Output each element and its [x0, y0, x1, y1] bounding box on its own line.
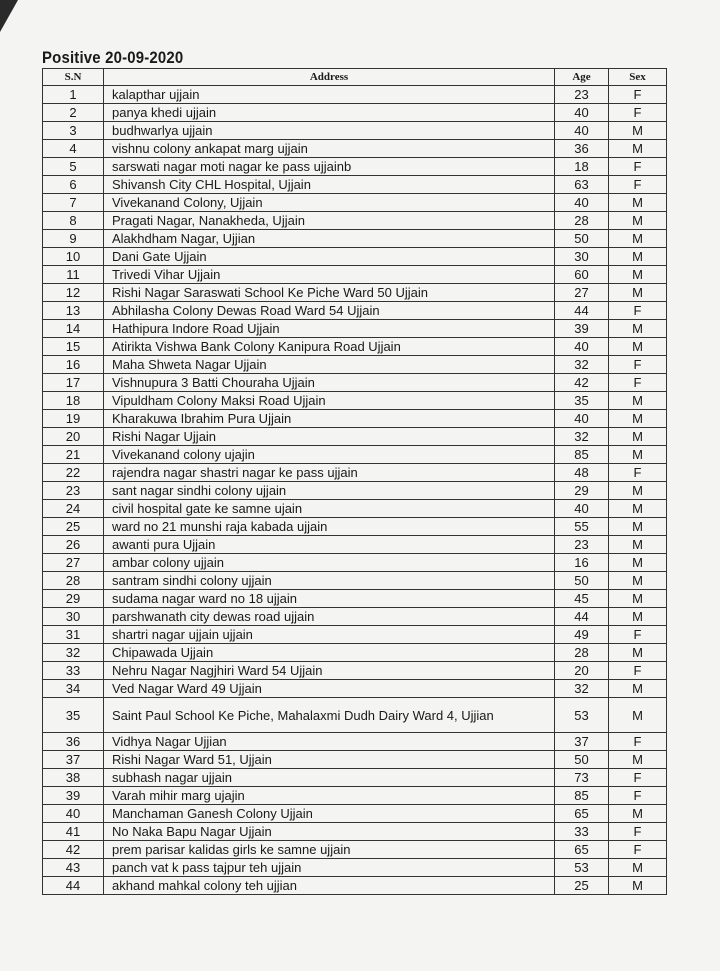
cell-sex: M — [609, 140, 667, 158]
cell-age: 29 — [555, 482, 609, 500]
cell-sn: 13 — [43, 302, 104, 320]
cell-address: Maha Shweta Nagar Ujjain — [104, 356, 555, 374]
cell-sex: M — [609, 805, 667, 823]
table-row — [43, 464, 667, 482]
cell-age: 40 — [555, 104, 609, 122]
cell-sex: F — [609, 374, 667, 392]
table-row — [43, 644, 667, 662]
page-corner-shadow — [0, 0, 18, 32]
table-row — [43, 536, 667, 554]
table-row — [43, 841, 667, 859]
cell-age: 65 — [555, 841, 609, 859]
cell-sex: M — [609, 284, 667, 302]
cell-sn: 7 — [43, 194, 104, 212]
cell-sn: 31 — [43, 626, 104, 644]
cell-sex: M — [609, 338, 667, 356]
cell-sex: F — [609, 464, 667, 482]
cell-sn: 43 — [43, 859, 104, 877]
cell-address: rajendra nagar shastri nagar ke pass ujjain — [104, 464, 555, 482]
cell-age: 55 — [555, 518, 609, 536]
cell-address: ambar colony ujjain — [104, 554, 555, 572]
cell-sn: 3 — [43, 122, 104, 140]
cell-sex: M — [609, 536, 667, 554]
cell-age: 25 — [555, 877, 609, 895]
table-row — [43, 787, 667, 805]
table-row — [43, 608, 667, 626]
cell-sex: M — [609, 644, 667, 662]
cell-address: subhash nagar ujjain — [104, 769, 555, 787]
cell-age: 32 — [555, 428, 609, 446]
cell-age: 50 — [555, 572, 609, 590]
cell-sex: F — [609, 104, 667, 122]
cell-age: 50 — [555, 751, 609, 769]
table-row — [43, 626, 667, 644]
cell-age: 49 — [555, 626, 609, 644]
cell-address: ward no 21 munshi raja kabada ujjain — [104, 518, 555, 536]
column-header-address: Address — [104, 69, 555, 86]
cell-address: awanti pura Ujjain — [104, 536, 555, 554]
cell-age: 48 — [555, 464, 609, 482]
cell-age: 40 — [555, 500, 609, 518]
cell-address: Dani Gate Ujjain — [104, 248, 555, 266]
cell-sn: 40 — [43, 805, 104, 823]
cell-sn: 39 — [43, 787, 104, 805]
cell-address: kalapthar ujjain — [104, 86, 555, 104]
cell-sex: M — [609, 572, 667, 590]
cell-sn: 28 — [43, 572, 104, 590]
cell-sn: 33 — [43, 662, 104, 680]
cell-sn: 35 — [43, 698, 104, 733]
cell-age: 23 — [555, 536, 609, 554]
table-row — [43, 482, 667, 500]
table-row — [43, 680, 667, 698]
cell-sn: 37 — [43, 751, 104, 769]
cell-age: 40 — [555, 122, 609, 140]
cell-sn: 18 — [43, 392, 104, 410]
cell-sex: M — [609, 320, 667, 338]
cell-sex: F — [609, 176, 667, 194]
cell-address: sarswati nagar moti nagar ke pass ujjainb — [104, 158, 555, 176]
table-row — [43, 140, 667, 158]
cell-sex: M — [609, 698, 667, 733]
table-row — [43, 320, 667, 338]
cell-address: Nehru Nagar Nagjhiri Ward 54 Ujjain — [104, 662, 555, 680]
positive-cases-table — [42, 68, 667, 895]
table-row — [43, 356, 667, 374]
table-row — [43, 374, 667, 392]
cell-age: 63 — [555, 176, 609, 194]
cell-sn: 27 — [43, 554, 104, 572]
cell-sex: M — [609, 608, 667, 626]
cell-address: Vivekanand Colony, Ujjain — [104, 194, 555, 212]
cell-age: 39 — [555, 320, 609, 338]
cell-sn: 17 — [43, 374, 104, 392]
table-row — [43, 194, 667, 212]
cell-age: 36 — [555, 140, 609, 158]
cell-sex: F — [609, 841, 667, 859]
table-row — [43, 266, 667, 284]
column-header-sn: S.N — [43, 69, 104, 86]
cell-sex: F — [609, 86, 667, 104]
cell-sn: 5 — [43, 158, 104, 176]
cell-sn: 20 — [43, 428, 104, 446]
cell-age: 23 — [555, 86, 609, 104]
cell-address: Manchaman Ganesh Colony Ujjain — [104, 805, 555, 823]
table-row — [43, 518, 667, 536]
cell-age: 40 — [555, 338, 609, 356]
cell-sn: 23 — [43, 482, 104, 500]
cell-address: prem parisar kalidas girls ke samne ujjain — [104, 841, 555, 859]
cell-sex: M — [609, 751, 667, 769]
cell-sex: F — [609, 733, 667, 751]
table-row — [43, 733, 667, 751]
cell-sex: M — [609, 194, 667, 212]
cell-age: 35 — [555, 392, 609, 410]
cell-address: Kharakuwa Ibrahim Pura Ujjain — [104, 410, 555, 428]
table-row — [43, 86, 667, 104]
table-row — [43, 769, 667, 787]
cell-sn: 24 — [43, 500, 104, 518]
table-row — [43, 176, 667, 194]
cell-sex: M — [609, 428, 667, 446]
cell-age: 53 — [555, 698, 609, 733]
cell-sn: 25 — [43, 518, 104, 536]
cell-age: 32 — [555, 680, 609, 698]
cell-sex: M — [609, 392, 667, 410]
table-header-row — [43, 69, 667, 86]
cell-age: 20 — [555, 662, 609, 680]
cell-address: sant nagar sindhi colony ujjain — [104, 482, 555, 500]
cell-sn: 15 — [43, 338, 104, 356]
cell-sex: M — [609, 859, 667, 877]
cell-sex: F — [609, 769, 667, 787]
cell-sn: 34 — [43, 680, 104, 698]
table-row — [43, 212, 667, 230]
cell-sex: M — [609, 680, 667, 698]
table-row — [43, 104, 667, 122]
cell-sn: 44 — [43, 877, 104, 895]
cell-age: 85 — [555, 787, 609, 805]
cell-sex: F — [609, 356, 667, 374]
cell-age: 60 — [555, 266, 609, 284]
table-row — [43, 590, 667, 608]
cell-sex: F — [609, 823, 667, 841]
cell-age: 50 — [555, 230, 609, 248]
table-row — [43, 284, 667, 302]
cell-sex: M — [609, 554, 667, 572]
cell-sex: M — [609, 230, 667, 248]
cell-age: 44 — [555, 302, 609, 320]
table-row — [43, 158, 667, 176]
cell-sn: 26 — [43, 536, 104, 554]
cell-address: Rishi Nagar Saraswati School Ke Piche Ward 50 Ujjain — [104, 284, 555, 302]
cell-sex: F — [609, 158, 667, 176]
table-row — [43, 662, 667, 680]
cell-sex: M — [609, 266, 667, 284]
cell-address: Pragati Nagar, Nanakheda, Ujjain — [104, 212, 555, 230]
cell-sn: 8 — [43, 212, 104, 230]
table-row — [43, 500, 667, 518]
cell-sn: 22 — [43, 464, 104, 482]
cell-address: Shivansh City CHL Hospital, Ujjain — [104, 176, 555, 194]
cell-address: Trivedi Vihar Ujjain — [104, 266, 555, 284]
cell-age: 73 — [555, 769, 609, 787]
cell-address: Varah mihir marg ujajin — [104, 787, 555, 805]
cell-address: civil hospital gate ke samne ujain — [104, 500, 555, 518]
table-row — [43, 230, 667, 248]
cell-address: No Naka Bapu Nagar Ujjain — [104, 823, 555, 841]
cell-sn: 21 — [43, 446, 104, 464]
cell-sn: 1 — [43, 86, 104, 104]
page-title: Positive 20-09-2020 — [42, 48, 184, 67]
cell-age: 32 — [555, 356, 609, 374]
cell-sn: 12 — [43, 284, 104, 302]
table-row — [43, 751, 667, 769]
cell-address: panya khedi ujjain — [104, 104, 555, 122]
cell-sn: 41 — [43, 823, 104, 841]
cell-sex: M — [609, 877, 667, 895]
cell-age: 33 — [555, 823, 609, 841]
cell-sn: 9 — [43, 230, 104, 248]
cell-address: Vivekanand colony ujajin — [104, 446, 555, 464]
cell-sn: 30 — [43, 608, 104, 626]
cell-address: Vipuldham Colony Maksi Road Ujjain — [104, 392, 555, 410]
cell-age: 28 — [555, 644, 609, 662]
cell-address: santram sindhi colony ujjain — [104, 572, 555, 590]
cell-sn: 14 — [43, 320, 104, 338]
cell-sn: 42 — [43, 841, 104, 859]
cell-age: 53 — [555, 859, 609, 877]
cell-address: Vidhya Nagar Ujjian — [104, 733, 555, 751]
cell-address: Rishi Nagar Ujjain — [104, 428, 555, 446]
cell-age: 37 — [555, 733, 609, 751]
cell-address: Chipawada Ujjain — [104, 644, 555, 662]
cell-address: akhand mahkal colony teh ujjian — [104, 877, 555, 895]
cell-age: 27 — [555, 284, 609, 302]
table-row — [43, 428, 667, 446]
table-row — [43, 877, 667, 895]
cell-address: Ved Nagar Ward 49 Ujjain — [104, 680, 555, 698]
cell-age: 30 — [555, 248, 609, 266]
cell-sn: 32 — [43, 644, 104, 662]
table-row — [43, 302, 667, 320]
table-row — [43, 554, 667, 572]
cell-address: shartri nagar ujjain ujjain — [104, 626, 555, 644]
table-row — [43, 248, 667, 266]
cell-sex: F — [609, 626, 667, 644]
cell-address: Hathipura Indore Road Ujjain — [104, 320, 555, 338]
cell-age: 40 — [555, 194, 609, 212]
cell-sex: F — [609, 662, 667, 680]
cell-sex: M — [609, 590, 667, 608]
table-row — [43, 572, 667, 590]
cell-address: Atirikta Vishwa Bank Colony Kanipura Road Ujjain — [104, 338, 555, 356]
cell-sn: 6 — [43, 176, 104, 194]
cell-age: 85 — [555, 446, 609, 464]
cell-address: Abhilasha Colony Dewas Road Ward 54 Ujjain — [104, 302, 555, 320]
cell-age: 40 — [555, 410, 609, 428]
cell-sex: M — [609, 482, 667, 500]
cell-sn: 11 — [43, 266, 104, 284]
table-row — [43, 410, 667, 428]
table-row — [43, 805, 667, 823]
table-row — [43, 392, 667, 410]
cell-sn: 38 — [43, 769, 104, 787]
table-row — [43, 122, 667, 140]
cell-sn: 36 — [43, 733, 104, 751]
cell-age: 18 — [555, 158, 609, 176]
column-header-sex: Sex — [609, 69, 667, 86]
cell-age: 65 — [555, 805, 609, 823]
cell-sn: 19 — [43, 410, 104, 428]
cell-sex: M — [609, 500, 667, 518]
table-row — [43, 823, 667, 841]
cell-address: parshwanath city dewas road ujjain — [104, 608, 555, 626]
cell-age: 42 — [555, 374, 609, 392]
cell-age: 28 — [555, 212, 609, 230]
cell-age: 45 — [555, 590, 609, 608]
cell-sex: M — [609, 122, 667, 140]
cell-address: Vishnupura 3 Batti Chouraha Ujjain — [104, 374, 555, 392]
cell-sex: M — [609, 212, 667, 230]
cell-address: vishnu colony ankapat marg ujjain — [104, 140, 555, 158]
cell-sex: M — [609, 410, 667, 428]
cell-sex: F — [609, 787, 667, 805]
cell-age: 16 — [555, 554, 609, 572]
cell-sn: 16 — [43, 356, 104, 374]
cell-address: Saint Paul School Ke Piche, Mahalaxmi Dudh Dairy Ward 4, Ujjian — [104, 698, 555, 733]
cell-address: sudama nagar ward no 18 ujjain — [104, 590, 555, 608]
cell-sn: 29 — [43, 590, 104, 608]
cell-address: Alakhdham Nagar, Ujjian — [104, 230, 555, 248]
table-row — [43, 338, 667, 356]
cell-address: budhwarlya ujjain — [104, 122, 555, 140]
cell-age: 44 — [555, 608, 609, 626]
table-row — [43, 859, 667, 877]
table-row — [43, 446, 667, 464]
cell-sn: 2 — [43, 104, 104, 122]
cell-sex: M — [609, 446, 667, 464]
table-row — [43, 698, 667, 733]
cell-sn: 10 — [43, 248, 104, 266]
cell-sn: 4 — [43, 140, 104, 158]
column-header-age: Age — [555, 69, 609, 86]
cell-address: panch vat k pass tajpur teh ujjain — [104, 859, 555, 877]
cell-sex: F — [609, 302, 667, 320]
cell-sex: M — [609, 518, 667, 536]
cell-address: Rishi Nagar Ward 51, Ujjain — [104, 751, 555, 769]
cell-sex: M — [609, 248, 667, 266]
